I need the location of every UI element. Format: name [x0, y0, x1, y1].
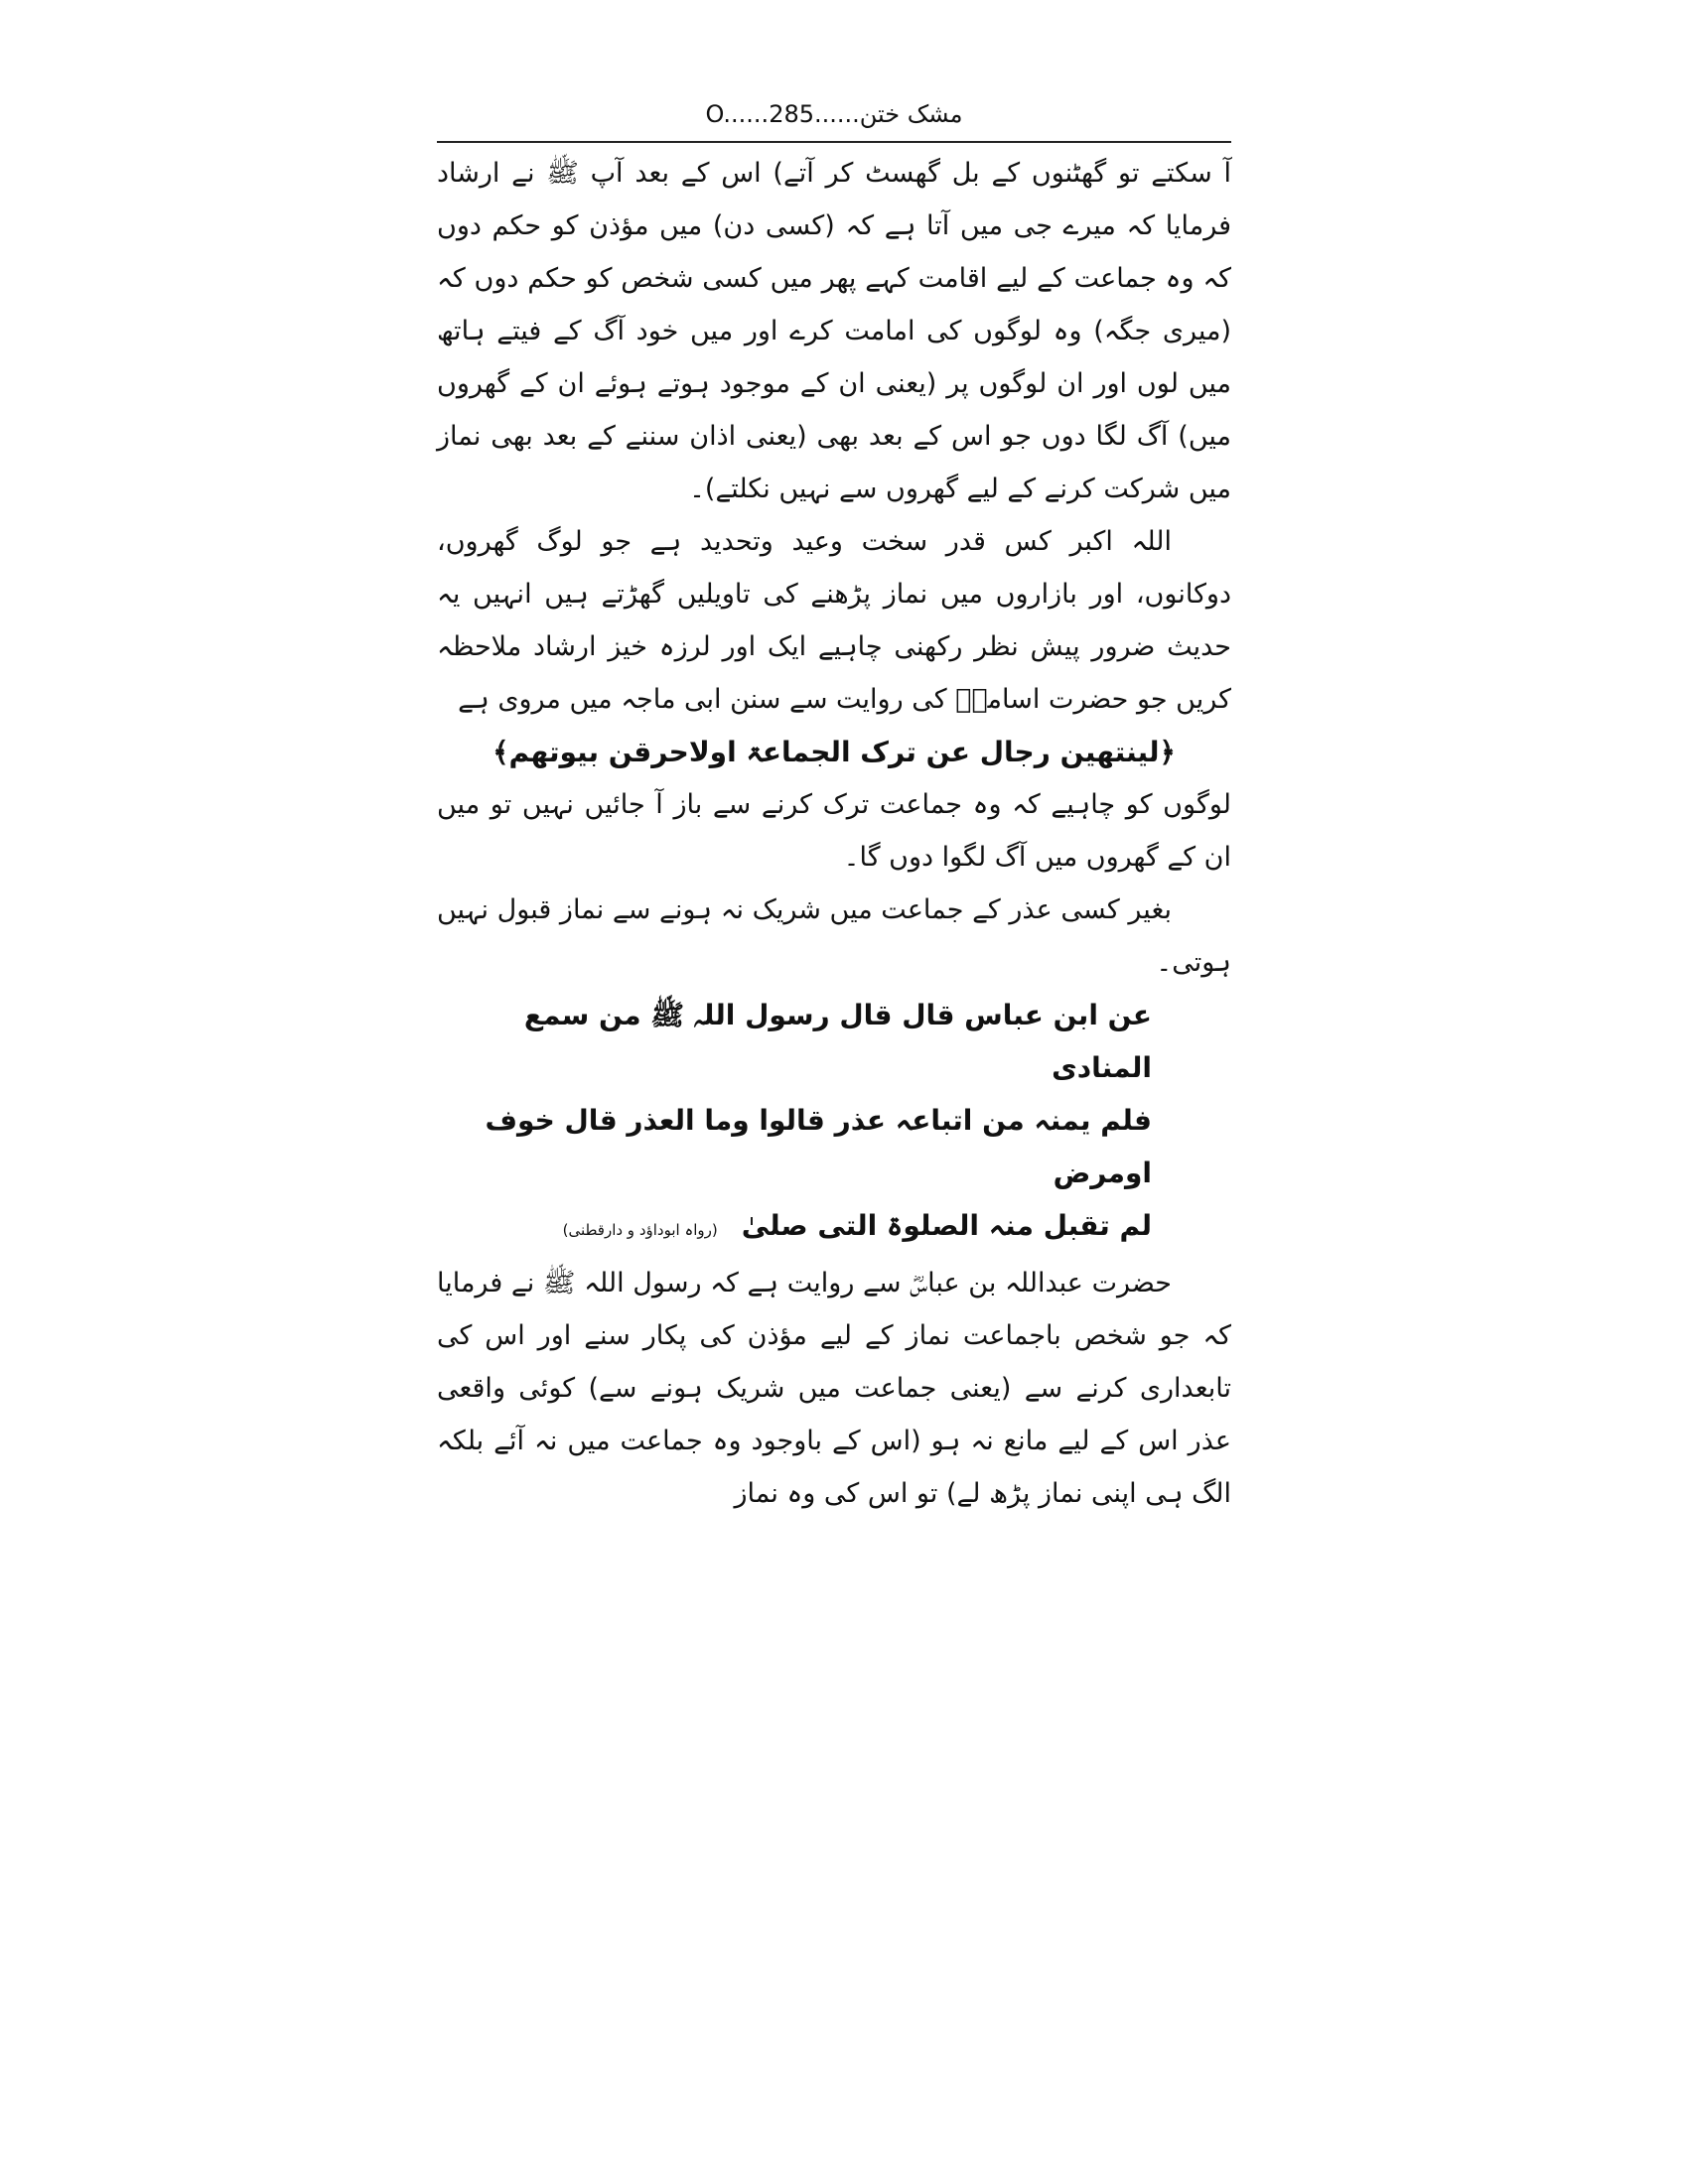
hadith-line-1: عن ابن عباس قال قال رسول اللہ ﷺ من سمع المنادی — [523, 999, 1152, 1084]
paragraph-3: لوگوں کو چاہیے کہ وہ جماعت ترک کرنے سے باز آ جائیں نہیں تو میں ان کے گھروں میں آگ لگوا دوں گا۔ — [437, 789, 1231, 873]
paragraph-4: بغیر کسی عذر کے جماعت میں شریک نہ ہونے سے نماز قبول نہیں ہوتی۔ — [437, 894, 1231, 978]
hadith-reference: (رواہ ابوداؤد و دارقطنی) — [562, 1221, 718, 1239]
paragraph-5: حضرت عبداللہ بن عباسؓ سے روایت ہے کہ رسول اللہ ﷺ نے فرمایا کہ جو شخص باجماعت نماز کے لیے مؤذن کی پکار سنے اور اس کی تابعداری کرنے سے (یعنی جماعت میں شریک ہونے سے) کوئی واقعی عذر اس کے لیے مانع نہ ہو (اس کے باوجود وہ جماعت میں نہ آئے بلکہ الگ ہی اپنی نماز پڑھ لے) تو اس کی وہ نماز — [437, 1268, 1231, 1509]
hadith-line-3 — [437, 1199, 1231, 1257]
header-separator: ......O...... — [705, 100, 860, 128]
header-divider — [437, 141, 1231, 143]
paragraph-2: اللہ اکبر کس قدر سخت وعید وتحدید ہے جو لوگ گھروں، دوکانوں، اور بازاروں میں نماز پڑھنے کی تاویلیں گھڑتے ہیں انہیں یہ حدیث ضرور پیش نظر رکھنی چاہیے ایک اور لرزہ خیز ارشاد ملاحظہ کریں جو حضرت اسامہؓ کی روایت سے سنن ابی ماجہ میں مروی ہے — [437, 526, 1231, 715]
hadith-line-2: فلم یمنہ من اتباعہ عذر قالوا وما العذر قال خوف اومرض — [485, 1104, 1152, 1189]
document-page — [437, 89, 1231, 1509]
page-header — [437, 89, 1231, 139]
book-title: مشک ختن — [859, 100, 963, 128]
paragraph-1: آ سکتے تو گھٹنوں کے بل گھسٹ کر آتے) اس کے بعد آپ ﷺ نے ارشاد فرمایا کہ میرے جی میں آتا ہے کہ (کسی دن) میں مؤذن کو حکم دوں کہ وہ جماعت کے لیے اقامت کہے پھر میں کسی شخص کو حکم دوں کہ (میری جگہ) وہ لوگوں کی امامت کرے اور میں خود آگ کے فیتے ہاتھ میں لوں اور ان لوگوں پر (یعنی ان کے موجود ہوتے ہوئے ان کے گھروں میں) آگ لگا دوں جو اس کے بعد بھی (یعنی اذان سننے کے بعد بھی نماز میں شرکت کرنے کے لیے گھروں سے نہیں نکلتے)۔ — [437, 158, 1231, 504]
hadith-line-3-text: لم تقبل منہ الصلوۃ التی صلیٰ — [741, 1209, 1152, 1242]
page-body — [437, 147, 1231, 1520]
page-number: 285 — [769, 100, 814, 128]
arabic-hadith-quote: ﴿لینتھین رجال عن ترک الجماعۃ اولاحرقن بیوتھم﴾ — [492, 736, 1176, 768]
